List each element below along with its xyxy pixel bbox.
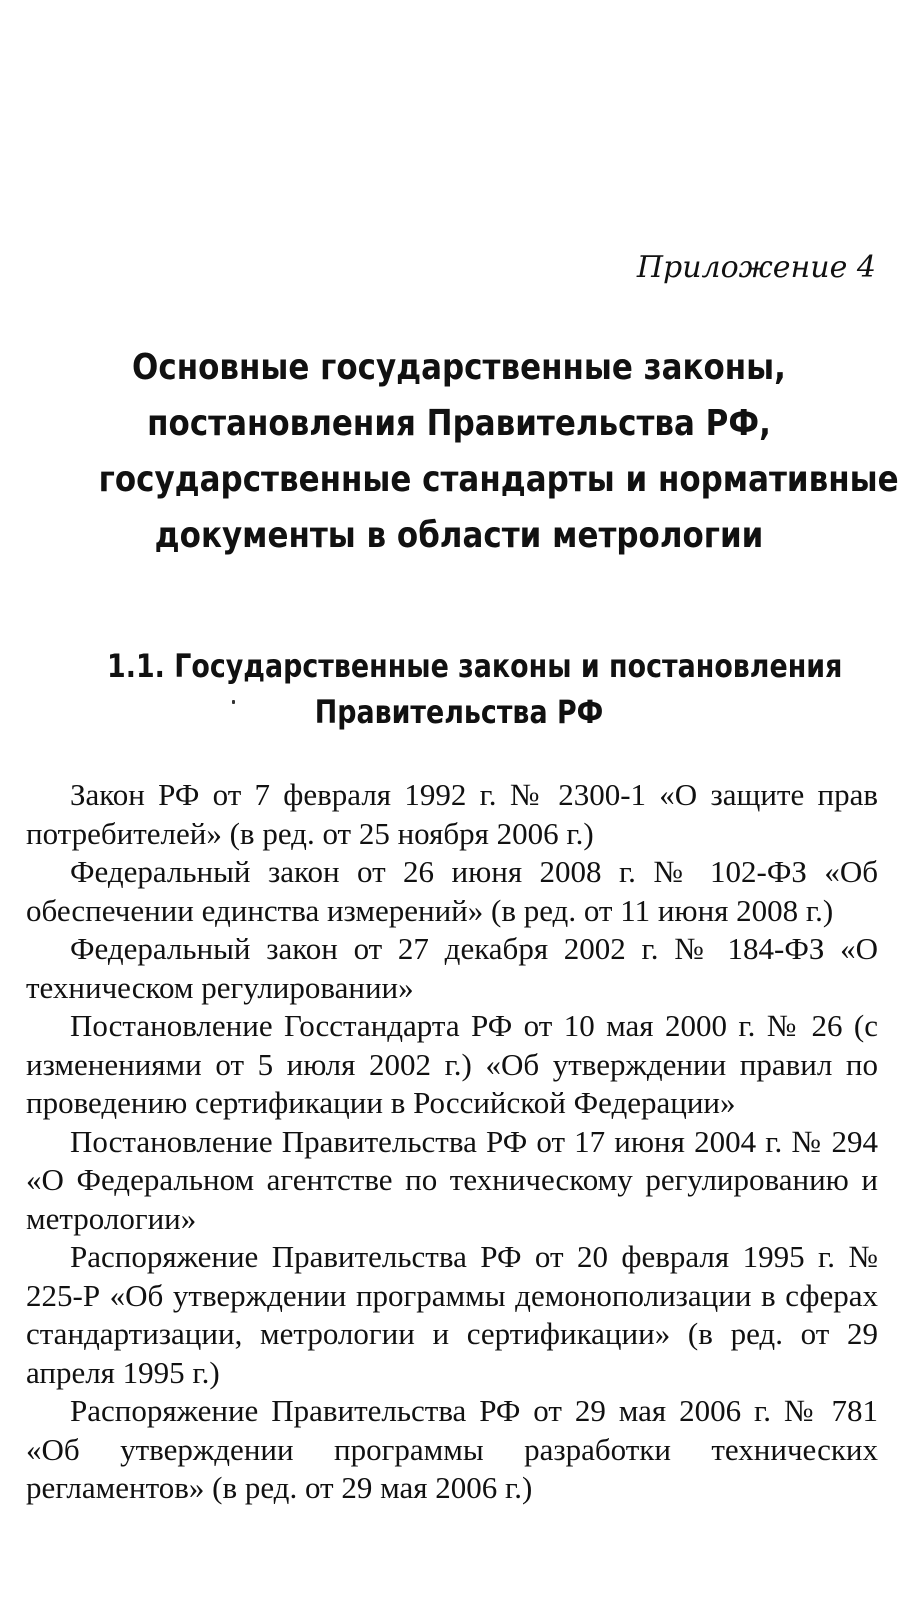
document-entry: Распоряжение Правительства РФ от 29 мая 2006 г. № 781 «Об утверждении программы разработки технических регламентов» (в ред. от 29 мая 2006 г.)	[26, 1393, 878, 1505]
section-title	[107, 643, 843, 735]
document-entry: Федеральный закон от 26 июня 2008 г. № 102-ФЗ «Об обеспечении единства измерений» (в ред. от 11 июня 2008 г.)	[26, 854, 878, 928]
section-title-line: Правительства РФ	[314, 693, 604, 731]
main-title-line: документы в области метрологии	[154, 515, 764, 556]
main-title-line: постановления Правительства РФ,	[147, 403, 771, 444]
print-speck	[232, 700, 235, 704]
document-entry: Постановление Госстандарта РФ от 10 мая 2000 г. № 26 (с изменениями от 5 июля 2002 г.) «Об утверждении правил по проведению сертификации в Российской Федерации»	[26, 1008, 878, 1120]
main-title-line: государственные стандарты и нормативные	[98, 459, 899, 500]
document-entry: Закон РФ от 7 февраля 1992 г. № 2300-1 «О защите прав потребителей» (в ред. от 25 ноября 2006 г.)	[26, 777, 878, 851]
document-entry: Постановление Правительства РФ от 17 июня 2004 г. № 294 «О Федеральном агентстве по техническому регулированию и метрологии»	[26, 1123, 878, 1236]
main-title-line: Основные государственные законы,	[132, 347, 786, 388]
appendix-label: Приложение 4	[636, 250, 876, 285]
document-entry: Федеральный закон от 27 декабря 2002 г. № 184-ФЗ «О техническом регулировании»	[26, 931, 878, 1005]
main-title	[98, 340, 899, 564]
document-body	[26, 776, 878, 1508]
section-title-line: 1.1. Государственные законы и постановления	[107, 647, 843, 685]
document-entry: Распоряжение Правительства РФ от 20 февраля 1995 г. № 225-Р «Об утверждении программы демонополизации в сферах стандартизации, метрологии и сертификации» (в ред. от 29 апреля 1995 г.)	[26, 1239, 878, 1390]
